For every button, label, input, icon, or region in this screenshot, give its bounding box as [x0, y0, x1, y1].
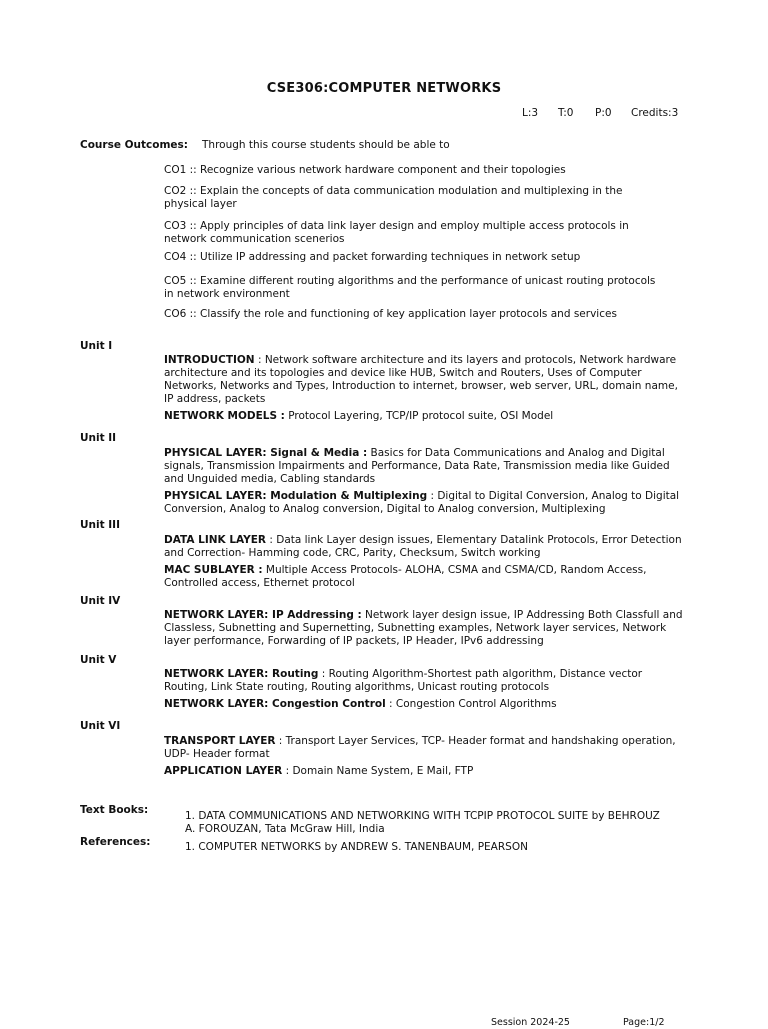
- unit-label: Unit IV: [80, 595, 121, 607]
- unit-content: [164, 354, 684, 427]
- unit-topic: [164, 410, 684, 423]
- topic-heading: MAC SUBLAYER :: [164, 564, 263, 576]
- topic-text: Multiple Access Protocols- ALOHA, CSMA and CSMA/CD, Random Access, Controlled access, Ethernet protocol: [164, 564, 647, 589]
- course-outcome-2: CO2 :: Explain the concepts of data communication modulation and multiplexing in the physical layer: [164, 185, 623, 210]
- unit-label: Unit VI: [80, 720, 121, 732]
- unit-content: [164, 447, 684, 520]
- unit-topic: PHYSICAL LAYER: Modulation & Multiplexing : Digital to Digital Conversion, Analog to Digital Conversion, Analog to Analog conversion, Digital to Analog conversion, Multiplexing: [164, 490, 680, 515]
- unit-content: [164, 735, 684, 782]
- topic-heading: INTRODUCTION: [164, 354, 255, 366]
- topic-heading: NETWORK LAYER: Congestion Control: [164, 698, 386, 710]
- course-outcome-3: CO3 :: Apply principles of data link layer design and employ multiple access protocols in network communication scenerios: [164, 220, 629, 245]
- topic-text: Transport Layer Services, TCP- Header format and handshaking operation, UDP- Header format: [164, 735, 676, 760]
- topic-heading: NETWORK MODELS :: [164, 410, 285, 422]
- reference-item: 1. COMPUTER NETWORKS by ANDREW S. TANENBAUM, PEARSON: [185, 841, 528, 853]
- text-books-label: Text Books:: [80, 804, 149, 816]
- unit-topic: NETWORK LAYER: Routing : Routing Algorithm-Shortest path algorithm, Distance vector Routing, Link State routing, Routing algorithms, Unicast routing protocols: [164, 668, 643, 693]
- course-outcome-5: CO5 :: Examine different routing algorithms and the performance of unicast routing protocols in network environment: [164, 275, 656, 300]
- credits-row: [522, 107, 678, 120]
- topic-text: Protocol Layering, TCP/IP protocol suite, OSI Model: [288, 410, 554, 422]
- unit-label: Unit III: [80, 519, 120, 531]
- unit-content: [164, 668, 684, 715]
- topic-heading: PHYSICAL LAYER: Modulation & Multiplexing: [164, 490, 428, 502]
- tutorial-hours: T:0: [558, 107, 574, 119]
- references-label: References:: [80, 836, 151, 848]
- course-outcomes-intro: Through this course students should be able to: [202, 139, 450, 151]
- topic-text: Basics for Data Communications and Analog and Digital signals, Transmission Impairments and Performance, Data Rate, Transmission media like Guided and Unguided media, Cabling standards: [164, 447, 670, 485]
- course-title: CSE306:COMPUTER NETWORKS: [266, 81, 502, 96]
- topic-text: Routing Algorithm-Shortest path algorithm, Distance vector Routing, Link State routing, Routing algorithms, Unicast routing protocols: [164, 668, 643, 693]
- page-number: Page:1/2: [623, 1017, 665, 1028]
- topic-heading: NETWORK LAYER: IP Addressing :: [164, 609, 362, 621]
- practical-hours: P:0: [595, 107, 612, 119]
- topic-heading: APPLICATION LAYER: [164, 765, 283, 777]
- topic-text: Congestion Control Algorithms: [395, 698, 557, 710]
- unit-topic: [164, 609, 684, 648]
- unit-topic: NETWORK LAYER: Congestion Control : Congestion Control Algorithms: [164, 698, 557, 710]
- lecture-hours: L:3: [522, 107, 539, 119]
- topic-text: Network software architecture and its layers and protocols, Network hardware architecture and its topologies and device like HUB, Switch and Routers, Uses of Computer Networks, Networks and Types, Introduction to internet, browser, web server, URL, domain name, IP address, packets: [164, 354, 678, 405]
- topic-heading: PHYSICAL LAYER: Signal & Media :: [164, 447, 368, 459]
- unit-topic: INTRODUCTION : Network software architecture and its layers and protocols, Network hardware architecture and its topologies and device like HUB, Switch and Routers, Uses of Computer Networks, Networks and Types, Introduction to internet, browser, web server, URL, domain name, IP address, packets: [164, 354, 678, 405]
- unit-topic: [164, 447, 684, 486]
- unit-topic: [164, 564, 684, 590]
- unit-topic: DATA LINK LAYER : Data link Layer design issues, Elementary Datalink Protocols, Error Detection and Correction- Hamming code, CRC, Parity, Checksum, Switch working: [164, 534, 682, 559]
- unit-content: [164, 534, 684, 594]
- course-outcomes-label: Course Outcomes:: [80, 139, 188, 151]
- session-footer: Session 2024-25: [491, 1017, 570, 1028]
- credit-count: Credits:3: [631, 107, 679, 119]
- topic-heading: NETWORK LAYER: Routing: [164, 668, 319, 680]
- course-outcome-6: CO6 :: Classify the role and functioning of key application layer protocols and services: [164, 308, 617, 320]
- course-outcome-4: CO4 :: Utilize IP addressing and packet forwarding techniques in network setup: [164, 251, 581, 263]
- topic-heading: TRANSPORT LAYER: [164, 735, 276, 747]
- course-outcome-1: CO1 :: Recognize various network hardware component and their topologies: [164, 164, 566, 176]
- topic-heading: DATA LINK LAYER: [164, 534, 267, 546]
- text-book-item: 1. DATA COMMUNICATIONS AND NETWORKING WITH TCPIP PROTOCOL SUITE by BEHROUZ A. FOROUZAN, Tata McGraw Hill, India: [185, 810, 660, 835]
- unit-label: Unit V: [80, 654, 117, 666]
- topic-text: Data link Layer design issues, Elementary Datalink Protocols, Error Detection and Correction- Hamming code, CRC, Parity, Checksum, Switch working: [164, 534, 682, 559]
- unit-label: Unit I: [80, 340, 113, 352]
- topic-text: Domain Name System, E Mail, FTP: [292, 765, 474, 777]
- unit-topic: TRANSPORT LAYER : Transport Layer Services, TCP- Header format and handshaking operation, UDP- Header format: [164, 735, 676, 760]
- unit-label: Unit II: [80, 432, 117, 444]
- topic-text: Digital to Digital Conversion, Analog to Digital Conversion, Analog to Analog conversion, Digital to Analog conversion, Multiplexing: [164, 490, 680, 515]
- unit-topic: APPLICATION LAYER : Domain Name System, E Mail, FTP: [164, 765, 474, 777]
- topic-text: Network layer design issue, IP Addressing Both Classfull and Classless, Subnetting and Supernetting, Subnetting examples, Network layer services, Network layer performance, Forwarding of IP packets, IP Header, IPv6 addressing: [164, 609, 683, 647]
- unit-content: [164, 609, 684, 652]
